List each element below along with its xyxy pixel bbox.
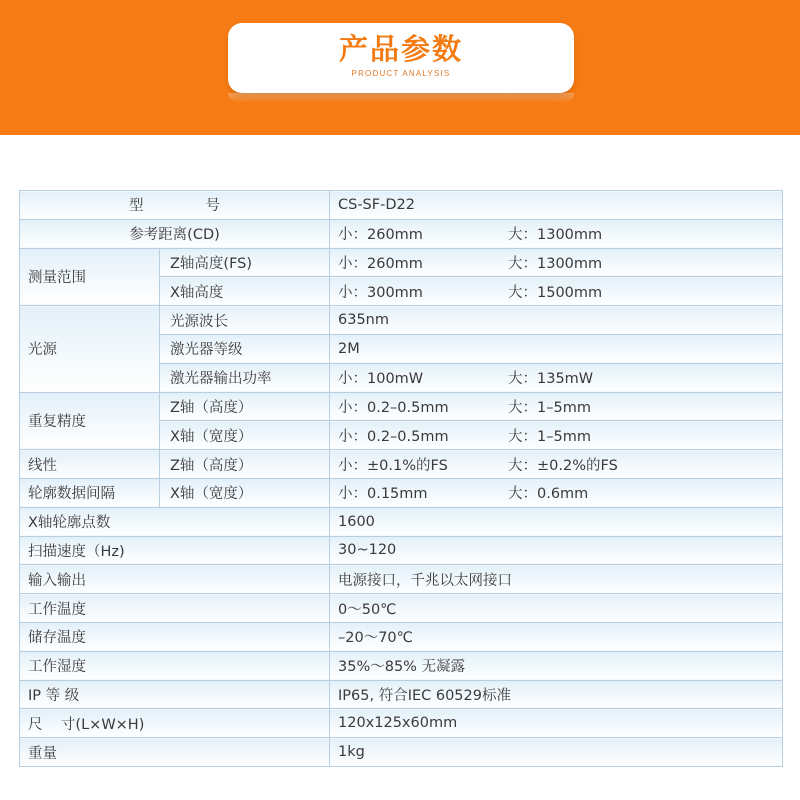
spec-label bbox=[20, 191, 330, 220]
spec-value bbox=[330, 277, 783, 306]
spec-value bbox=[330, 478, 783, 507]
value-max: 大：1–5mm bbox=[508, 428, 591, 445]
table-row bbox=[20, 536, 783, 565]
spec-value: –20～70℃ bbox=[330, 622, 783, 651]
spec-table bbox=[19, 190, 783, 767]
table-row bbox=[20, 392, 783, 421]
group-label: 光源 bbox=[20, 306, 160, 392]
table-row bbox=[20, 450, 783, 479]
spec-label: IP 等 级 bbox=[20, 680, 330, 709]
sub-label: X轴（宽度） bbox=[160, 478, 330, 507]
spec-value: 电源接口，千兆以太网接口 bbox=[330, 565, 783, 594]
table-row bbox=[20, 507, 783, 536]
spec-label: 参考距离(CD) bbox=[20, 219, 330, 248]
sub-label: 激光器等级 bbox=[160, 334, 330, 363]
table-row bbox=[20, 191, 783, 220]
spec-label: 工作温度 bbox=[20, 594, 330, 623]
spec-value: 1600 bbox=[330, 507, 783, 536]
sub-label: X轴（宽度） bbox=[160, 421, 330, 450]
table-row bbox=[20, 651, 783, 680]
value-max: 大：1–5mm bbox=[508, 399, 591, 416]
sub-label: Z轴（高度） bbox=[160, 392, 330, 421]
model-label-a: 型 bbox=[129, 198, 144, 215]
table-row bbox=[20, 565, 783, 594]
value-min: 小：260mm bbox=[338, 255, 423, 272]
value-max: 大：0.6mm bbox=[508, 486, 589, 503]
table-row bbox=[20, 248, 783, 277]
group-label: 重复精度 bbox=[20, 392, 160, 450]
spec-label: X轴轮廓点数 bbox=[20, 507, 330, 536]
table-row bbox=[20, 219, 783, 248]
spec-value: 635nm bbox=[330, 306, 783, 335]
group-label: 测量范围 bbox=[20, 248, 160, 306]
group-label: 轮廓数据间隔 bbox=[20, 478, 160, 507]
sub-label: X轴高度 bbox=[160, 277, 330, 306]
sub-label: 光源波长 bbox=[160, 306, 330, 335]
spec-value: 35%～85% 无凝露 bbox=[330, 651, 783, 680]
table-row bbox=[20, 306, 783, 335]
table-row bbox=[20, 680, 783, 709]
spec-value bbox=[330, 450, 783, 479]
spec-value bbox=[330, 219, 783, 248]
page-title: 产品参数 bbox=[338, 32, 463, 66]
sub-label: 激光器输出功率 bbox=[160, 363, 330, 392]
value-max: 大：1300mm bbox=[508, 227, 603, 244]
spec-label: 扫描速度（Hz) bbox=[20, 536, 330, 565]
table-row bbox=[20, 738, 783, 767]
value-min: 小：0.15mm bbox=[338, 486, 428, 503]
spec-value: 2M bbox=[330, 334, 783, 363]
table-row bbox=[20, 709, 783, 738]
value-min: 小：100mW bbox=[338, 371, 424, 388]
spec-label: 重量 bbox=[20, 738, 330, 767]
spec-label: 输入输出 bbox=[20, 565, 330, 594]
value-min: 小：±0.1%的FS bbox=[338, 457, 448, 474]
table-row bbox=[20, 622, 783, 651]
group-label: 线性 bbox=[20, 450, 160, 479]
spec-value: IP65, 符合IEC 60529标准 bbox=[330, 680, 783, 709]
title-card-shadow bbox=[228, 93, 574, 103]
model-label-b: 号 bbox=[205, 198, 220, 215]
value-min: 小：260mm bbox=[338, 227, 423, 244]
spec-value: 1kg bbox=[330, 738, 783, 767]
value-max: 大：135mW bbox=[508, 371, 594, 388]
value-min: 小：0.2–0.5mm bbox=[338, 399, 449, 416]
spec-value bbox=[330, 421, 783, 450]
spec-value: 120x125x60mm bbox=[330, 709, 783, 738]
table-row bbox=[20, 478, 783, 507]
spec-label: 储存温度 bbox=[20, 622, 330, 651]
spec-label: 工作湿度 bbox=[20, 651, 330, 680]
title-card bbox=[228, 23, 574, 93]
value-min: 小：300mm bbox=[338, 284, 423, 301]
spec-value bbox=[330, 363, 783, 392]
model-value: CS-SF-D22 bbox=[330, 191, 783, 220]
spec-label: 尺 寸(L×W×H) bbox=[20, 709, 330, 738]
value-max: 大：±0.2%的FS bbox=[508, 457, 618, 474]
table-row bbox=[20, 594, 783, 623]
spec-value bbox=[330, 392, 783, 421]
sub-label: Z轴（高度） bbox=[160, 450, 330, 479]
spec-value: 30~120 bbox=[330, 536, 783, 565]
spec-value: 0～50℃ bbox=[330, 594, 783, 623]
value-max: 大：1300mm bbox=[508, 255, 603, 272]
value-min: 小：0.2–0.5mm bbox=[338, 428, 449, 445]
spec-value bbox=[330, 248, 783, 277]
page-subtitle: PRODUCT ANALYSIS bbox=[351, 69, 451, 78]
sub-label: Z轴高度(FS) bbox=[160, 248, 330, 277]
value-max: 大：1500mm bbox=[508, 284, 603, 301]
